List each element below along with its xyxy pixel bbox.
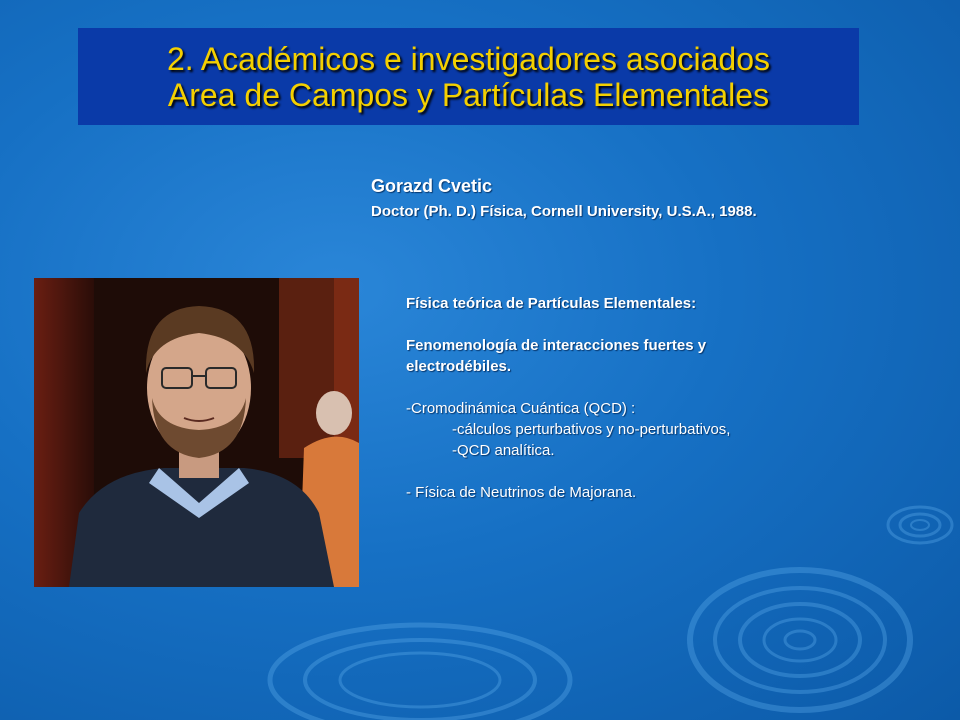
research-qcd-sub-1: -cálculos perturbativos y no-perturbativos, bbox=[452, 421, 731, 438]
portrait-photo bbox=[34, 278, 359, 587]
title-banner bbox=[78, 28, 859, 125]
research-topic-line-1: Fenomenología de interacciones fuertes y bbox=[406, 337, 707, 354]
researcher-name: Gorazd Cvetic bbox=[371, 176, 493, 196]
researcher-degree: Doctor (Ph. D.) Física, Cornell University, U.S.A., 1988. bbox=[371, 203, 757, 220]
research-neutrinos: - Física de Neutrinos de Majorana. bbox=[406, 484, 637, 501]
research-topic-line-2: electrodébiles. bbox=[406, 358, 512, 375]
spacer bbox=[406, 314, 826, 335]
spacer bbox=[406, 377, 826, 398]
title-line-1: 2. Académicos e investigadores asociados bbox=[166, 40, 770, 77]
research-qcd-sub-2: -QCD analítica. bbox=[452, 442, 555, 459]
research-heading: Física teórica de Partículas Elementales: bbox=[406, 295, 697, 312]
portrait-illustration bbox=[34, 278, 359, 587]
research-description bbox=[406, 293, 826, 503]
research-qcd: -Cromodinámica Cuántica (QCD) : bbox=[406, 400, 636, 417]
spacer bbox=[406, 461, 826, 482]
title-line-2: Area de Campos y Partículas Elementales bbox=[167, 76, 770, 113]
